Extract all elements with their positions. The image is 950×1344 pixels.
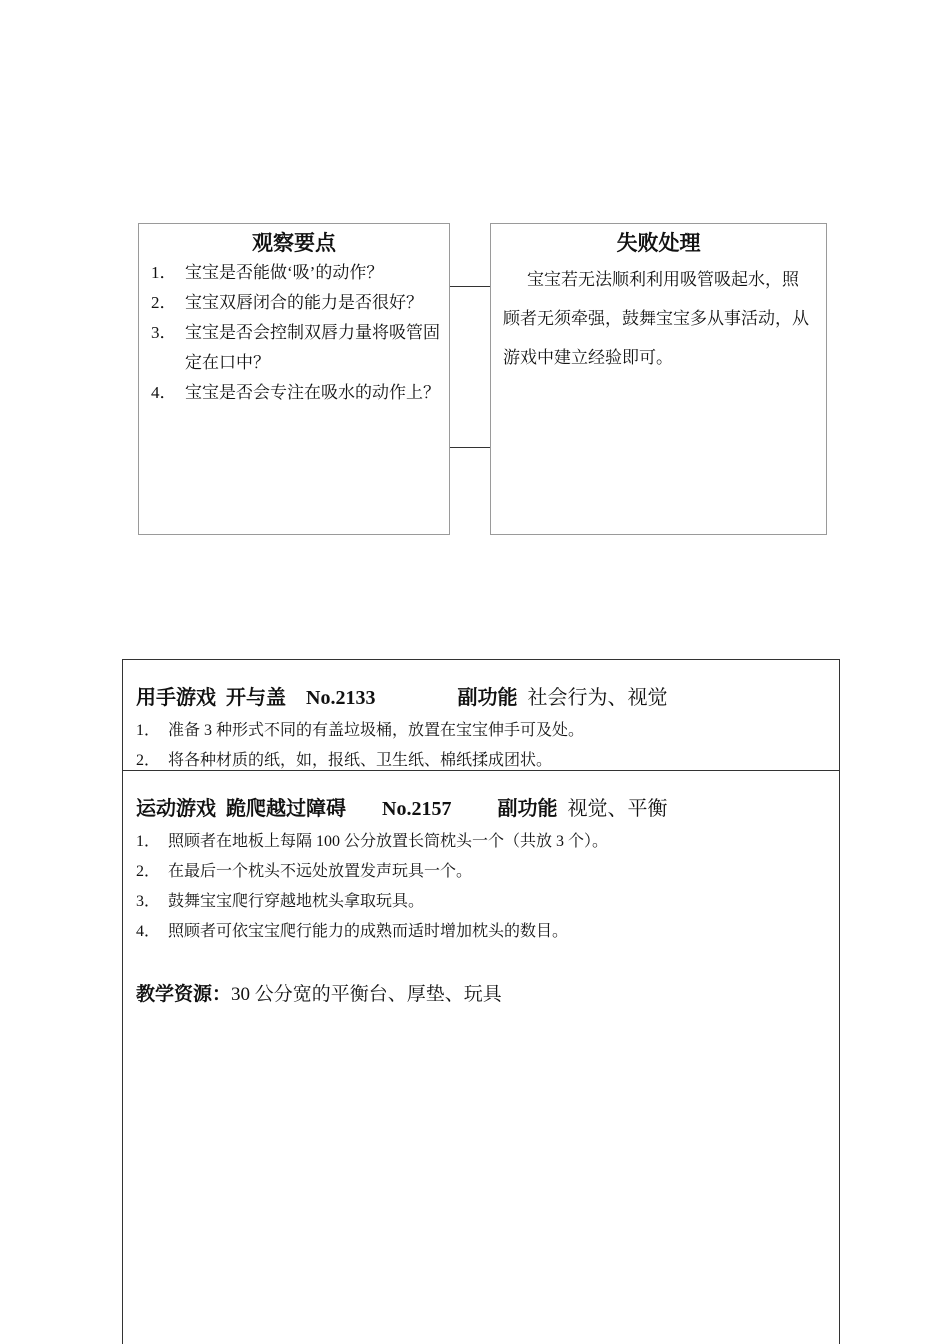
- game-steps: [136, 716, 584, 770]
- observation-box: [138, 223, 450, 535]
- item-number: 1．: [151, 263, 177, 282]
- step-text: 将各种材质的纸，如，报纸、卫生纸、棉纸揉成团状。: [168, 752, 553, 769]
- list-item: [151, 288, 443, 318]
- step-text: 照顾者在地板上每隔 100 公分放置长筒枕头一个（共放 3 个）。: [168, 833, 609, 850]
- list-item: [136, 827, 608, 857]
- list-item: [136, 917, 608, 947]
- step-text: 准备 3 种形式不同的有盖垃圾桶，放置在宝宝伸手可及处。: [168, 722, 585, 739]
- item-number: 4．: [151, 383, 177, 402]
- game-number: No.2157: [382, 798, 452, 820]
- item-number: 2．: [151, 293, 177, 312]
- game-number: No.2133: [306, 687, 376, 709]
- connector-line-top: [450, 286, 490, 287]
- item-text: 宝宝双唇闭合的能力是否很好？: [185, 293, 423, 312]
- teaching-resources: [136, 981, 502, 1008]
- sub-function-value: 社会行为、视觉: [527, 687, 668, 709]
- step-number: 4．: [136, 923, 161, 940]
- item-text: 宝宝是否会控制双唇力量将吸管固定在口中？: [185, 323, 440, 372]
- step-number: 2．: [136, 863, 161, 880]
- failure-title: 失败处理: [616, 231, 701, 255]
- game-panel-motor: [122, 770, 840, 1344]
- game-panel-hand: [122, 659, 840, 770]
- game-category: 运动游戏: [136, 796, 216, 820]
- game-name: 跪爬越过障碍: [226, 796, 346, 820]
- game-header: [136, 684, 667, 711]
- game-header: [136, 795, 667, 822]
- game-steps: [136, 827, 608, 947]
- resource-value: 30 公分宽的平衡台、厚垫、玩具: [231, 984, 502, 1005]
- step-text: 照顾者可依宝宝爬行能力的成熟而适时增加枕头的数目。: [168, 923, 569, 940]
- item-text: 宝宝是否会专注在吸水的动作上？: [185, 383, 440, 402]
- failure-box: [490, 223, 827, 535]
- game-category: 用手游戏: [136, 685, 216, 709]
- sub-function-label: 副功能: [497, 796, 558, 820]
- observation-list: [139, 258, 449, 408]
- item-number: 3．: [151, 323, 177, 342]
- connector-line-bottom: [450, 447, 490, 448]
- observation-title: 观察要点: [252, 231, 336, 255]
- failure-text: 宝宝若无法顺利利用吸管吸起水，照顾者无须牵强，鼓舞宝宝多从事活动，从游戏中建立经验即可。: [503, 270, 809, 367]
- step-text: 鼓舞宝宝爬行穿越地枕头拿取玩具。: [168, 893, 425, 910]
- step-text: 在最后一个枕头不远处放置发声玩具一个。: [168, 863, 473, 880]
- list-item: [151, 378, 443, 408]
- list-item: [136, 887, 608, 917]
- step-number: 1．: [136, 722, 161, 739]
- resource-label: 教学资源：: [136, 983, 232, 1005]
- list-item: [136, 746, 584, 770]
- step-number: 1．: [136, 833, 161, 850]
- list-item: [151, 318, 443, 378]
- step-number: 3．: [136, 893, 161, 910]
- list-item: [151, 258, 443, 288]
- sub-function-value: 视觉、平衡: [567, 798, 668, 820]
- step-number: 2．: [136, 752, 161, 769]
- list-item: [136, 716, 584, 746]
- game-name: 开与盖: [226, 685, 286, 709]
- item-text: 宝宝是否能做‘吸’的动作？: [185, 263, 384, 282]
- list-item: [136, 857, 608, 887]
- sub-function-label: 副功能: [457, 685, 518, 709]
